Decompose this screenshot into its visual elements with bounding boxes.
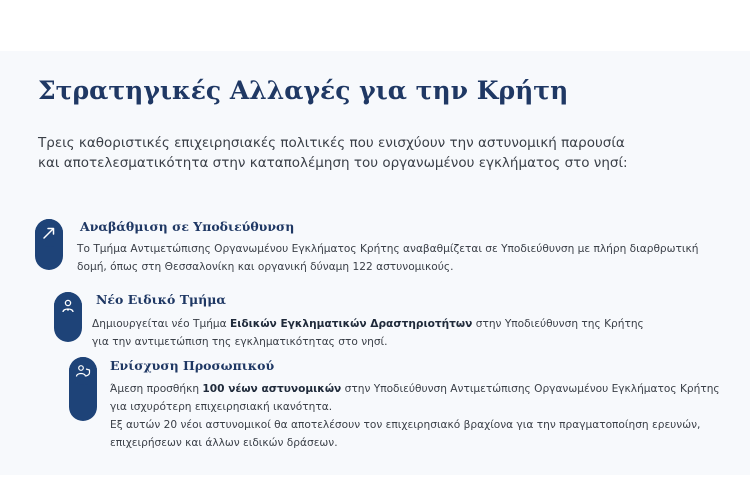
item-line: Εξ αυτών 20 νέοι αστυνομικοί θα αποτελέσουν τον επιχειρησιακό βραχίονα για την πραγματοποίηση ερευνών, — [110, 419, 701, 431]
item-marker — [69, 357, 97, 421]
item-description — [92, 315, 742, 351]
item-title: Νέο Ειδικό Τμήμα — [96, 292, 227, 307]
item-line — [110, 380, 745, 398]
item-text-part: στην Υποδιεύθυνση Αντιμετώπισης Οργανωμένου Εγκλήματος Κρήτης — [341, 383, 720, 395]
item-description — [110, 380, 745, 452]
item-text-highlight: Ειδικών Εγκληματικών Δραστηριοτήτων — [230, 318, 473, 330]
officer-badge-icon — [54, 292, 82, 320]
item-title: Ενίσχυση Προσωπικού — [110, 358, 275, 373]
intro-line: Τρεις καθοριστικές επιχειρησιακές πολιτικές που ενισχύουν την αστυνομική παρουσία — [38, 135, 625, 151]
intro-paragraph — [38, 133, 738, 173]
item-line: Το Τμήμα Αντιμετώπισης Οργανωμένου Εγκλήματος Κρήτης αναβαθμίζεται σε Υποδιεύθυνση με πλήρη διαρθρωτική — [77, 243, 699, 255]
item-line: επιχειρήσεων και άλλων ειδικών δράσεων. — [110, 437, 338, 449]
intro-line: και αποτελεσματικότητα στην καταπολέμηση του οργανωμένου εγκλήματος στο νησί: — [38, 155, 628, 171]
item-text-part: Άμεση προσθήκη — [110, 383, 203, 395]
item-line: δομή, όπως στη Θεσσαλονίκη και οργανική δύναμη 122 αστυνομικούς. — [77, 261, 454, 273]
item-line — [92, 315, 742, 333]
page-title: Στρατηγικές Αλλαγές για την Κρήτη — [38, 76, 569, 105]
item-text-highlight: 100 νέων αστυνομικών — [202, 383, 342, 395]
item-line: για την αντιμετώπιση της εγκληματικότητας στο νησί. — [92, 336, 388, 348]
item-description — [77, 240, 747, 276]
item-title: Αναβάθμιση σε Υποδιεύθυνση — [80, 219, 295, 234]
police-officers-icon — [69, 357, 97, 385]
trend-arrow-icon — [35, 219, 63, 247]
item-line: για ισχυρότερη επιχειρησιακή ικανότητα. — [110, 401, 333, 413]
item-text-part: Δημιουργείται νέο Τμήμα — [92, 318, 231, 330]
item-text-part: στην Υποδιεύθυνση της Κρήτης — [472, 318, 644, 330]
item-marker — [54, 292, 82, 342]
item-marker — [35, 219, 63, 270]
